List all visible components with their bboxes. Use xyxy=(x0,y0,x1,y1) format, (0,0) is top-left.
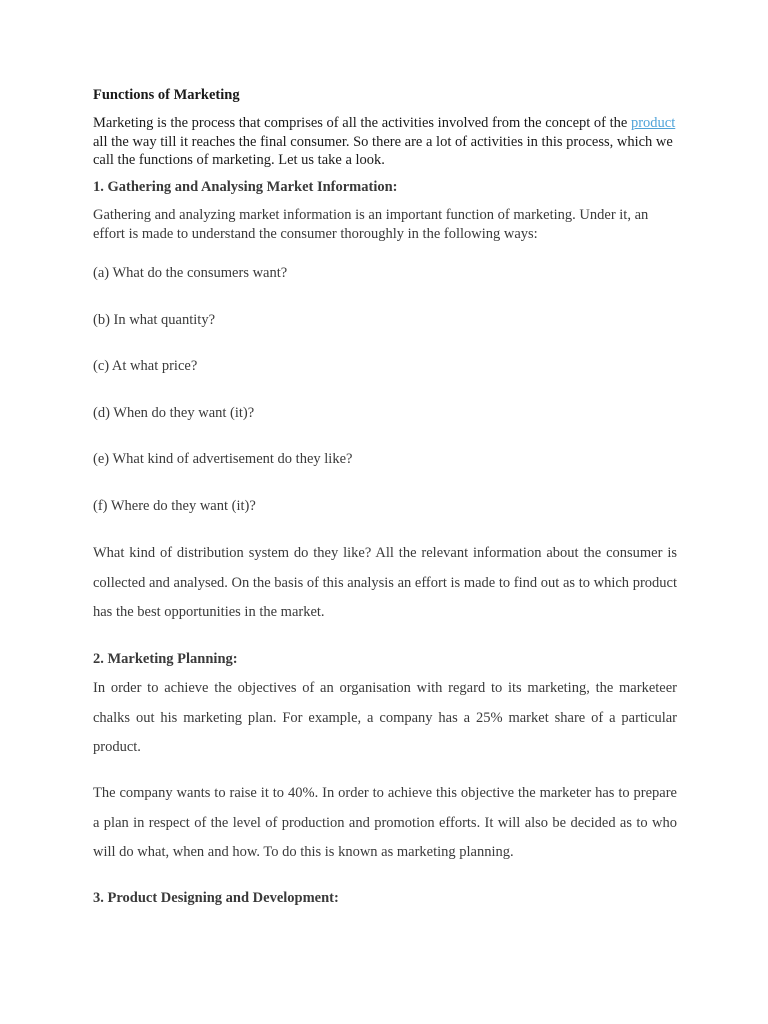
question-b: (b) In what quantity? xyxy=(93,312,216,328)
section-2-paragraph-2: The company wants to raise it to 40%. In order to achieve this objective the marketer has to prepare a plan in respect of the level of production and promotion efforts. It will also be decided as to who will do what, when and how. To do this is known as marketing planning. xyxy=(93,785,677,860)
section-2-paragraph-1: In order to achieve the objectives of an organisation with regard to its marketing, the marketeer chalks out his marketing plan. For example, a company has a 25% market share of a particular product. xyxy=(93,680,677,755)
question-f: (f) Where do they want (it)? xyxy=(93,498,256,514)
question-d: (d) When do they want (it)? xyxy=(93,405,255,421)
intro-paragraph xyxy=(93,114,677,170)
question-c: (c) At what price? xyxy=(93,358,198,374)
section-1-paragraph: Gathering and analyzing market information is an important function of marketing. Under it, an effort is made to understand the consumer thoroughly in the following ways: xyxy=(93,207,649,242)
intro-text-end: all the way till it reaches the final consumer. So there are a lot of activities in this process, which we call the functions of marketing. Let us take a look. xyxy=(93,133,673,168)
product-link[interactable]: product xyxy=(630,115,676,131)
question-a: (a) What do the consumers want? xyxy=(93,265,288,281)
section-heading-2: 2. Marketing Planning: xyxy=(93,651,238,667)
question-e: (e) What kind of advertisement do they like? xyxy=(93,451,353,467)
section-1-closing-paragraph: What kind of distribution system do they like? All the relevant information about the consumer is collected and analysed. On the basis of this analysis an effort is made to find out as to which product has the best opportunities in the market. xyxy=(93,545,677,620)
intro-text-start: Marketing is the process that comprises of all the activities involved from the concept of the xyxy=(93,115,631,131)
document-title: Functions of Marketing xyxy=(93,87,240,103)
section-heading-1: 1. Gathering and Analysing Market Information: xyxy=(93,179,398,195)
section-heading-3: 3. Product Designing and Development: xyxy=(93,890,339,906)
